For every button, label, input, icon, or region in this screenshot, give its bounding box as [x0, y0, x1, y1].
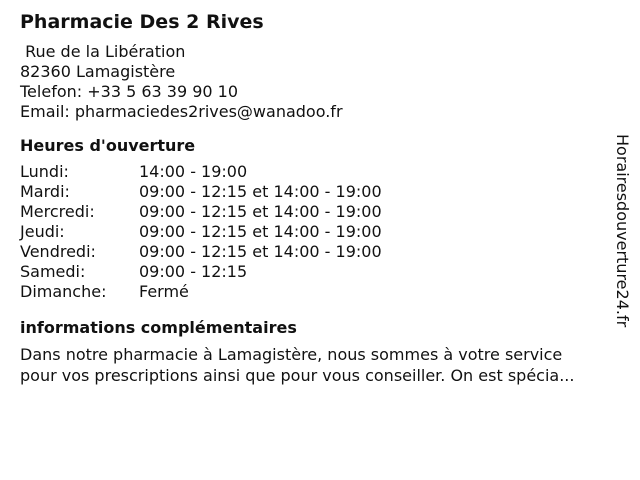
time-range: 09:00 - 12:15 et 14:00 - 19:00	[139, 222, 382, 241]
time-range: 09:00 - 12:15 et 14:00 - 19:00	[139, 182, 382, 201]
time-range: 09:00 - 12:15	[139, 262, 248, 281]
opening-hours-table	[20, 162, 620, 302]
info-line: Dans notre pharmacie à Lamagistère, nous sommes à votre service	[20, 345, 563, 364]
watermark-label: Horairesdouverture24.fr	[613, 134, 632, 328]
day-label: Samedi:	[20, 262, 86, 281]
time-range: Fermé	[139, 282, 189, 301]
day-label: Jeudi:	[20, 222, 65, 241]
additional-info-heading: informations complémentaires	[20, 318, 297, 337]
day-label: Mardi:	[20, 182, 70, 201]
day-label: Vendredi:	[20, 242, 96, 261]
hours-row-sunday	[20, 282, 620, 302]
hours-row-tuesday	[20, 182, 620, 202]
pharmacy-card	[20, 10, 620, 386]
opening-hours-heading: Heures d'ouverture	[20, 136, 196, 155]
hours-row-monday	[20, 162, 620, 182]
address-street: Rue de la Libération	[20, 42, 186, 61]
hours-row-wednesday	[20, 202, 620, 222]
phone-number: Telefon: +33 5 63 39 90 10	[20, 82, 239, 101]
time-range: 09:00 - 12:15 et 14:00 - 19:00	[139, 242, 382, 261]
hours-row-saturday	[20, 262, 620, 282]
day-label: Mercredi:	[20, 202, 95, 221]
day-label: Lundi:	[20, 162, 69, 181]
time-range: 09:00 - 12:15 et 14:00 - 19:00	[139, 202, 382, 221]
email-address: Email: pharmaciedes2rives@wanadoo.fr	[20, 102, 343, 121]
info-line: pour vos prescriptions ainsi que pour vous conseiller. On est spécia...	[20, 366, 575, 385]
time-range: 14:00 - 19:00	[139, 162, 248, 181]
watermark-text	[611, 134, 633, 344]
hours-row-thursday	[20, 222, 620, 242]
address-city: 82360 Lamagistère	[20, 62, 176, 81]
additional-info-text	[20, 344, 620, 386]
pharmacy-name: Pharmacie Des 2 Rives	[20, 11, 264, 33]
hours-row-friday	[20, 242, 620, 262]
day-label: Dimanche:	[20, 282, 107, 301]
